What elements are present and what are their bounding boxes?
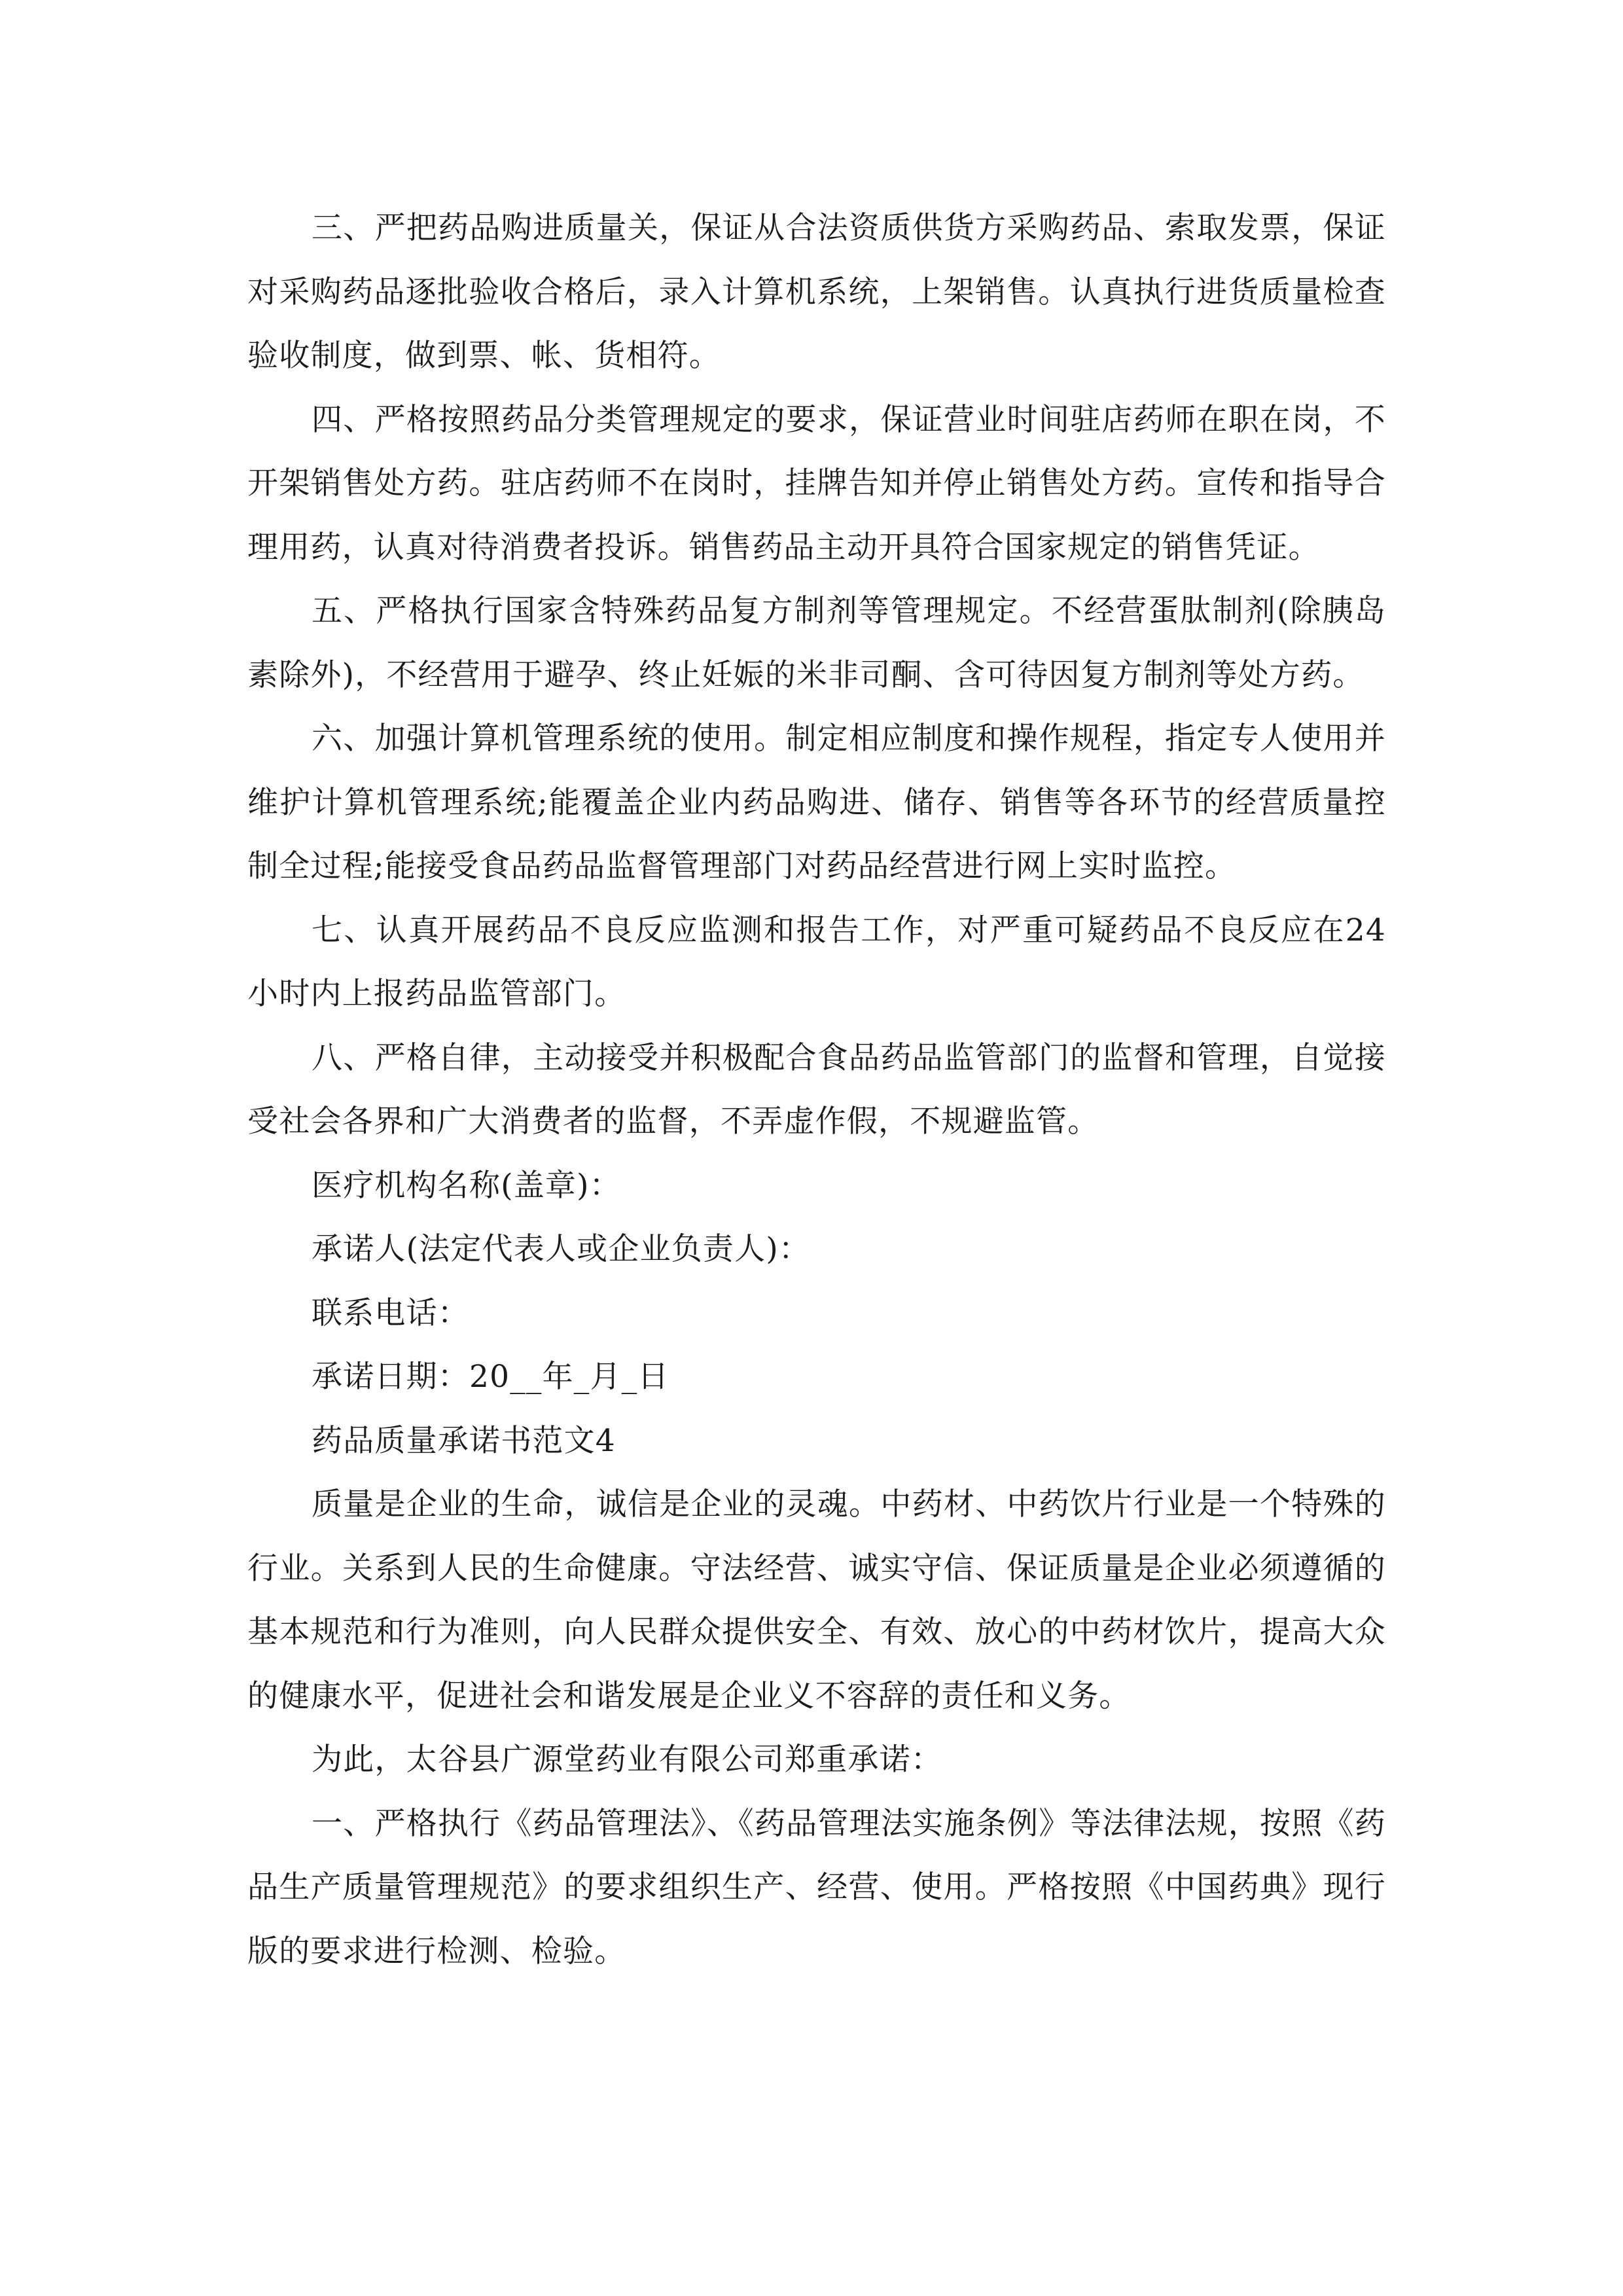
paragraph-4: 四、严格按照药品分类管理规定的要求，保证营业时间驻店药师在职在岗，不开架销售处方药。驻店药师不在岗时，挂牌告知并停止销售处方药。宣传和指导合理用药，认真对待消费者投诉。销售药品主动开具符合国家规定的销售凭证。 [247,401,1386,565]
document-body [247,196,1386,1983]
paragraph-8: 八、严格自律，主动接受并积极配合食品药品监管部门的监督和管理，自觉接受社会各界和广大消费者的监督，不弄虚作假，不规避监管。 [247,1039,1386,1139]
paragraph-3: 三、严把药品购进质量关，保证从合法资质供货方采购药品、索取发票，保证对采购药品逐批验收合格后，录入计算机系统，上架销售。认真执行进货质量检查验收制度，做到票、帐、货相符。 [247,210,1386,374]
institution-name-line: 医疗机构名称(盖章)： [312,1167,621,1204]
intro-paragraph: 质量是企业的生命，诚信是企业的灵魂。中药材、中药饮片行业是一个特殊的行业。关系到人民的生命健康。守法经营、诚实守信、保证质量是企业必须遵循的基本规范和行为准则，向人民群众提供安全、有效、放心的中药材饮片，提高大众的健康水平，促进社会和谐发展是企业义不容辞的责任和义务。 [247,1486,1386,1714]
promise-item-1: 一、严格执行《药品管理法》、《药品管理法实施条例》等法律法规，按照《药品生产质量管理规范》的要求组织生产、经营、使用。严格按照《中国药典》现行版的要求进行检测、检验。 [247,1805,1386,1969]
company-promise-paragraph: 为此，太谷县广源堂药业有限公司郑重承诺： [312,1742,942,1778]
paragraph-5: 五、严格执行国家含特殊药品复方制剂等管理规定。不经营蛋肽制剂(除胰岛素除外)，不经营用于避孕、终止妊娠的米非司酮、含可待因复方制剂等处方药。 [247,593,1386,693]
paragraph-7: 七、认真开展药品不良反应监测和报告工作，对严重可疑药品不良反应在24小时内上报药品监管部门。 [247,912,1386,1012]
date-line: 承诺日期：20__年_月_日 [312,1359,669,1395]
phone-line: 联系电话： [312,1295,469,1331]
paragraph-6: 六、加强计算机管理系统的使用。制定相应制度和操作规程，指定专人使用并维护计算机管理系统;能覆盖企业内药品购进、储存、销售等各环节的经营质量控制全过程;能接受食品药品监督管理部门对药品经营进行网上实时监控。 [247,721,1386,884]
section-title: 药品质量承诺书范文4 [312,1422,616,1459]
promisor-line: 承诺人(法定代表人或企业负责人)： [312,1231,811,1267]
